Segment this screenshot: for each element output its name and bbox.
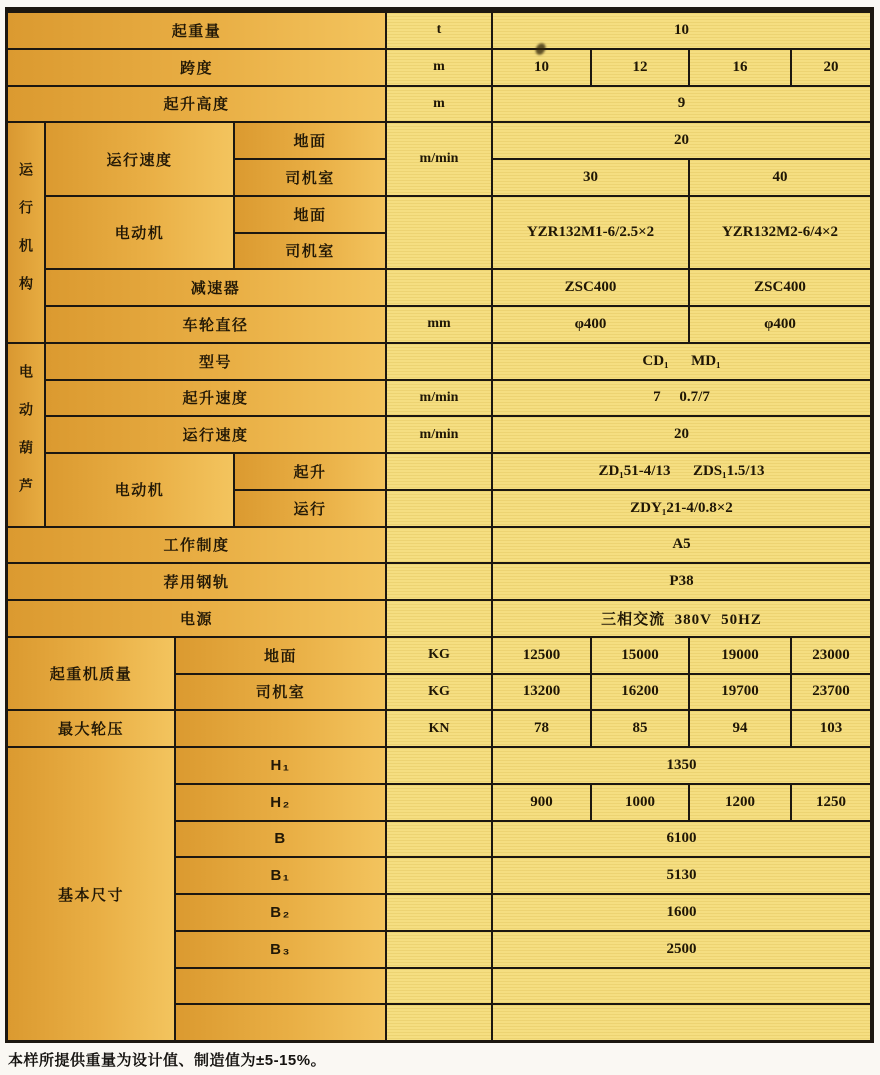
dimensions-label: 基本尺寸 (8, 748, 174, 1040)
wheel-diameter-label: 车轮直径 (46, 307, 385, 342)
empty-cell (493, 969, 870, 1004)
crane-mass-cab-unit: KG (387, 675, 491, 710)
travel-speed-label: 运行速度 (46, 123, 233, 195)
crane-mass-ground-unit: KG (387, 638, 491, 673)
empty-cell (387, 895, 491, 930)
dim-b3-value: 2500 (493, 932, 870, 967)
reducer-value-2: ZSC400 (690, 270, 870, 305)
hoist-travel-speed-unit: m/min (387, 417, 491, 452)
hoist-speed-unit: m/min (387, 381, 491, 416)
crane-mass-cab-value-3: 19700 (690, 675, 790, 710)
travel-motor-value-1: YZR132M1-6/2.5×2 (493, 197, 688, 269)
max-wheel-load-value-1: 78 (493, 711, 590, 746)
crane-mass-label: 起重机质量 (8, 638, 174, 710)
travel-motor-cab-label: 司机室 (235, 234, 385, 269)
footnote: 本样所提供重量为设计值、制造值为±5-15%。 (8, 1052, 327, 1069)
empty-cell (387, 564, 491, 599)
dim-h2-value-3: 1200 (690, 785, 790, 820)
empty-cell (387, 785, 491, 820)
spec-table (5, 7, 874, 1043)
travel-motor-ground-label: 地面 (235, 197, 385, 232)
empty-cell (387, 858, 491, 893)
empty-cell (387, 344, 491, 379)
hoist-motor-travel-label: 运行 (235, 491, 385, 526)
travel-speed-ground-label: 地面 (235, 123, 385, 158)
spec-table-grid (8, 13, 871, 1040)
empty-cell (387, 454, 491, 489)
empty-cell (387, 748, 491, 783)
lift-height-value: 9 (493, 87, 870, 122)
crane-mass-cab-value-4: 23700 (792, 675, 870, 710)
empty-cell (493, 1005, 870, 1040)
span-value-4: 20 (792, 50, 870, 85)
section-travel-mechanism-label: 运行机构 (8, 123, 44, 342)
dim-b-label: B (176, 822, 385, 857)
capacity-value: 10 (493, 13, 870, 48)
hoist-motor-hoist-value: ZD₁51-4/13 ZDS₁1.5/13 (493, 454, 870, 489)
power-value: 三相交流 380V 50HZ (493, 601, 870, 636)
travel-speed-cab-value-2: 40 (690, 160, 870, 195)
dim-b1-label: B₁ (176, 858, 385, 893)
span-value-1: 10 (493, 50, 590, 85)
hoist-motor-label: 电动机 (46, 454, 233, 526)
wheel-diameter-unit: mm (387, 307, 491, 342)
span-label: 跨度 (8, 50, 385, 85)
travel-motor-label: 电动机 (46, 197, 233, 269)
crane-mass-ground-value-4: 23000 (792, 638, 870, 673)
travel-speed-unit: m/min (387, 123, 491, 195)
power-label: 电源 (8, 601, 385, 636)
rail-value: P38 (493, 564, 870, 599)
empty-cell (387, 932, 491, 967)
wheel-diameter-value-1: φ400 (493, 307, 688, 342)
hoist-model-label: 型号 (46, 344, 385, 379)
reducer-value-1: ZSC400 (493, 270, 688, 305)
max-wheel-load-value-4: 103 (792, 711, 870, 746)
max-wheel-load-value-3: 94 (690, 711, 790, 746)
duty-class-label: 工作制度 (8, 528, 385, 563)
hoist-motor-travel-value: ZDY₁21-4/0.8×2 (493, 491, 870, 526)
max-wheel-load-value-2: 85 (592, 711, 688, 746)
empty-cell (387, 601, 491, 636)
dim-h2-value-2: 1000 (592, 785, 688, 820)
rail-label: 荐用钢轨 (8, 564, 385, 599)
dim-h1-value: 1350 (493, 748, 870, 783)
crane-mass-ground-label: 地面 (176, 638, 385, 673)
span-value-3: 16 (690, 50, 790, 85)
span-value-2: 12 (592, 50, 688, 85)
crane-mass-cab-label: 司机室 (176, 675, 385, 710)
empty-cell (387, 491, 491, 526)
dim-b2-label: B₂ (176, 895, 385, 930)
section-electric-hoist-label: 电动葫芦 (8, 344, 44, 526)
empty-cell (176, 1005, 385, 1040)
hoist-travel-speed-value: 20 (493, 417, 870, 452)
hoist-speed-label: 起升速度 (46, 381, 385, 416)
capacity-unit: t (387, 13, 491, 48)
crane-mass-cab-value-1: 13200 (493, 675, 590, 710)
empty-cell (387, 197, 491, 269)
dim-b3-label: B₃ (176, 932, 385, 967)
travel-motor-value-2: YZR132M2-6/4×2 (690, 197, 870, 269)
empty-cell (387, 528, 491, 563)
dim-h2-value-4: 1250 (792, 785, 870, 820)
max-wheel-load-label: 最大轮压 (8, 711, 174, 746)
crane-mass-ground-value-1: 12500 (493, 638, 590, 673)
max-wheel-load-unit: KN (387, 711, 491, 746)
hoist-speed-value: 7 0.7/7 (493, 381, 870, 416)
dim-b2-value: 1600 (493, 895, 870, 930)
hoist-travel-speed-label: 运行速度 (46, 417, 385, 452)
empty-cell (176, 969, 385, 1004)
lift-height-unit: m (387, 87, 491, 122)
dim-b-value: 6100 (493, 822, 870, 857)
span-unit: m (387, 50, 491, 85)
duty-class-value: A5 (493, 528, 870, 563)
crane-mass-ground-value-3: 19000 (690, 638, 790, 673)
empty-cell (387, 270, 491, 305)
hoist-model-value: CD₁ MD₁ (493, 344, 870, 379)
lift-height-label: 起升高度 (8, 87, 385, 122)
wheel-diameter-value-2: φ400 (690, 307, 870, 342)
dim-b1-value: 5130 (493, 858, 870, 893)
empty-cell (387, 822, 491, 857)
crane-mass-cab-value-2: 16200 (592, 675, 688, 710)
dim-h2-label: H₂ (176, 785, 385, 820)
travel-speed-ground-value: 20 (493, 123, 870, 158)
reducer-label: 减速器 (46, 270, 385, 305)
hoist-motor-hoist-label: 起升 (235, 454, 385, 489)
travel-speed-cab-value-1: 30 (493, 160, 688, 195)
crane-mass-ground-value-2: 15000 (592, 638, 688, 673)
capacity-label: 起重量 (8, 13, 385, 48)
empty-cell (176, 711, 385, 746)
empty-cell (387, 1005, 491, 1040)
dim-h1-label: H₁ (176, 748, 385, 783)
dim-h2-value-1: 900 (493, 785, 590, 820)
empty-cell (387, 969, 491, 1004)
travel-speed-cab-label: 司机室 (235, 160, 385, 195)
